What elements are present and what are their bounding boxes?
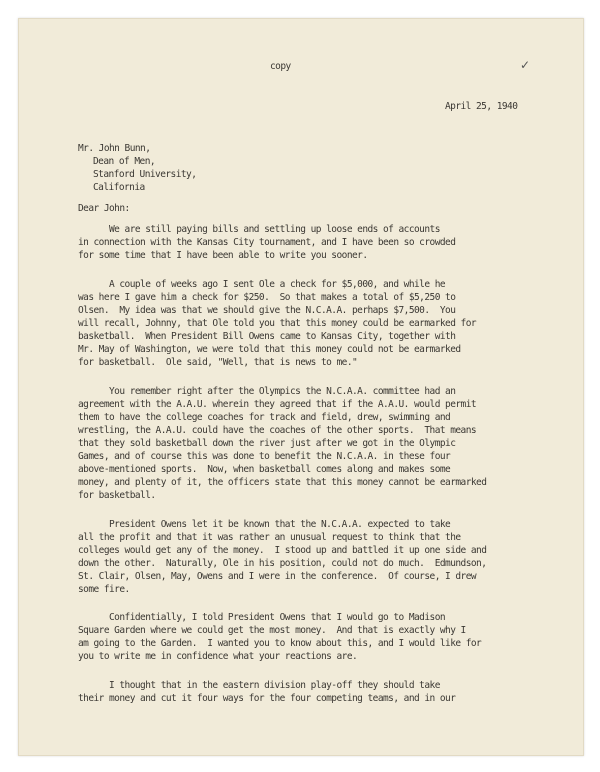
body-line: President Owens let it be known that the N.C.A.A. expected to take	[78, 519, 451, 530]
body-line: I thought that in the eastern division play-off they should take	[78, 680, 440, 691]
letter-date: April 25, 1940	[445, 101, 518, 112]
body-line: Confidentially, I told President Owens that I would go to Madison	[78, 612, 446, 623]
body-line: Olsen. My idea was that we should give the N.C.A.A. perhaps $7,500. You	[78, 305, 456, 316]
body-line: A couple of weeks ago I sent Ole a check for $5,000, and while he	[78, 279, 446, 290]
body-line: St. Clair, Olsen, May, Owens and I were in the conference. Of course, I drew	[78, 571, 477, 582]
body-line: will recall, Johnny, that Ole told you that this money could be earmarked for	[78, 318, 477, 329]
body-line: down the other. Naturally, Ole in his position, could not do much. Edmundson,	[78, 558, 487, 569]
body-line: Mr. May of Washington, we were told that this money could not be earmarked	[78, 344, 461, 355]
copy-mark: copy	[270, 61, 291, 72]
body-line: am going to the Garden. I wanted you to know about this, and I would like for	[78, 638, 482, 649]
body-line: basketball. When President Bill Owens came to Kansas City, together with	[78, 331, 456, 342]
body-line: for basketball.	[78, 490, 156, 501]
body-line: them to have the college coaches for track and field, drew, swimming and	[78, 412, 451, 423]
salutation: Dear John:	[78, 203, 130, 214]
body-line: wrestling, the A.A.U. could have the coaches of the other sports. That means	[78, 425, 477, 436]
body-line: colleges would get any of the money. I stood up and battled it up one side and	[78, 545, 487, 556]
body-line: Square Garden where we could get the most money. And that is exactly why I	[78, 625, 466, 636]
body-line: you to write me in confidence what your reactions are.	[78, 651, 358, 662]
body-line: You remember right after the Olympics the N.C.A.A. committee had an	[78, 386, 456, 397]
body-line: in connection with the Kansas City tournament, and I have been so crowded	[78, 237, 456, 248]
body-line: some fire.	[78, 584, 130, 595]
address-line: California	[93, 182, 145, 193]
body-line: above-mentioned sports. Now, when basketball comes along and makes some	[78, 464, 451, 475]
address-line: Dean of Men,	[93, 156, 156, 167]
check-mark: ✓	[520, 58, 531, 72]
body-line: for basketball. Ole said, "Well, that is news to me."	[78, 357, 358, 368]
body-line: for some time that I have been able to write you sooner.	[78, 250, 368, 261]
body-line: money, and plenty of it, the officers state that this money cannot be earmarked	[78, 477, 487, 488]
address-line: Stanford University,	[93, 169, 197, 180]
body-line: was here I gave him a check for $250. So that makes a total of $5,250 to	[78, 292, 456, 303]
body-line: Games, and of course this was done to benefit the N.C.A.A. in these four	[78, 451, 451, 462]
body-line: their money and cut it four ways for the four competing teams, and in our	[78, 693, 456, 704]
body-line: We are still paying bills and settling up loose ends of accounts	[78, 224, 440, 235]
body-line: all the profit and that it was rather an unusual request to think that the	[78, 532, 461, 543]
address-line: Mr. John Bunn,	[78, 143, 151, 154]
body-line: agreement with the A.A.U. wherein they agreed that if the A.A.U. would permit	[78, 399, 477, 410]
body-line: that they sold basketball down the river just after we got in the Olympic	[78, 438, 456, 449]
